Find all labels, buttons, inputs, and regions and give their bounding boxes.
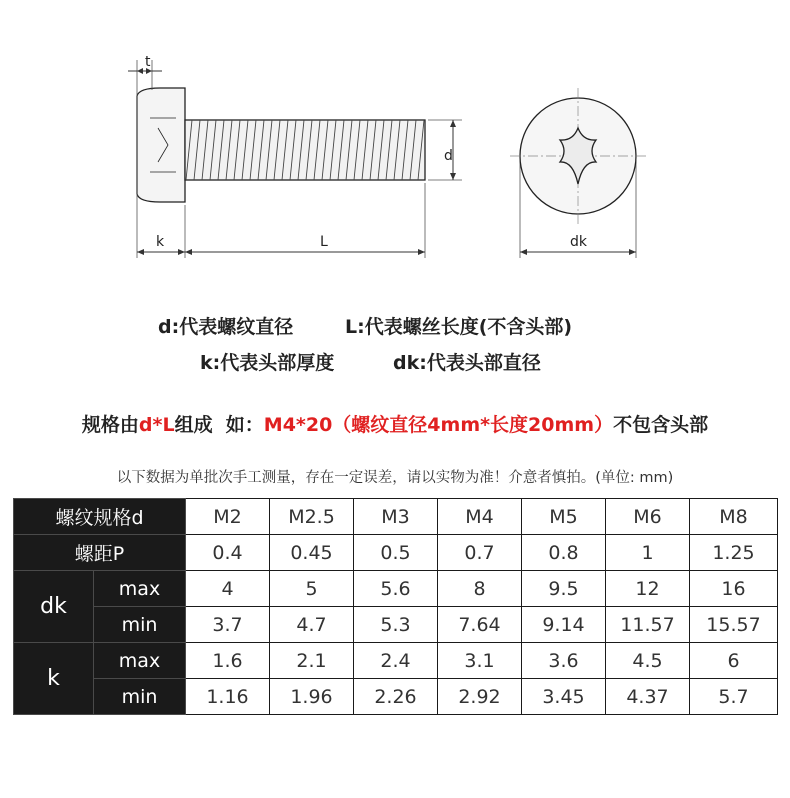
dk-max-cell: 9.5 [522,571,606,607]
table-row-size [14,499,778,535]
size-cell: M4 [438,499,522,535]
size-cell: M3 [354,499,438,535]
dk-min-cell: 5.3 [354,607,438,643]
k-min-cell: 2.26 [354,679,438,715]
spec-format [0,410,790,437]
table-row-dk-min [14,607,778,643]
dk-min-cell: 9.14 [522,607,606,643]
k-min-cell: 1.16 [186,679,270,715]
k-min-cell: 3.45 [522,679,606,715]
size-cell: M2.5 [270,499,354,535]
label-k: k [156,234,165,250]
size-cell: M5 [522,499,606,535]
pitch-cell: 0.7 [438,535,522,571]
dk-min-cell: 3.7 [186,607,270,643]
dk-min-cell: 4.7 [270,607,354,643]
spec-middle: 组成 如： [174,414,264,436]
dk-max-cell: 5 [270,571,354,607]
k-max-cell: 3.1 [438,643,522,679]
dk-max-cell: 12 [606,571,690,607]
k-max-cell: 6 [690,643,778,679]
dk-max-cell: 16 [690,571,778,607]
pitch-cell: 0.45 [270,535,354,571]
dk-max-cell: 4 [186,571,270,607]
dk-max-cell: 8 [438,571,522,607]
min-label: min [94,607,186,643]
pitch-label: 螺距P [14,535,186,571]
k-max-cell: 2.4 [354,643,438,679]
thread-label: 螺纹规格d [14,499,186,535]
legend-dk: dk:代表头部直径 [393,352,541,374]
pitch-cell: 0.5 [354,535,438,571]
dk-min-cell: 11.57 [606,607,690,643]
legend-k: k:代表头部厚度 [200,352,335,374]
k-min-cell: 1.96 [270,679,354,715]
label-dk: dk [570,234,587,250]
k-max-cell: 2.1 [270,643,354,679]
k-label: k [14,643,94,715]
screw-head-side [137,88,185,202]
label-L: L [320,234,328,250]
k-max-cell: 1.6 [186,643,270,679]
max-label: max [94,571,186,607]
spec-suffix: 不包含头部 [613,414,709,436]
pitch-cell: 1.25 [690,535,778,571]
label-d: d [444,148,453,164]
k-min-cell: 4.37 [606,679,690,715]
k-min-cell: 2.92 [438,679,522,715]
screw-drawing [0,0,790,300]
pitch-cell: 0.8 [522,535,606,571]
dk-label: dk [14,571,94,643]
table-row-dk-max [14,571,778,607]
size-cell: M6 [606,499,690,535]
pitch-cell: 0.4 [186,535,270,571]
min-label: min [94,679,186,715]
k-max-cell: 3.6 [522,643,606,679]
spec-table [13,498,778,715]
k-max-cell: 4.5 [606,643,690,679]
legend-L: L:代表螺丝长度(不含头部) [345,316,573,338]
dk-max-cell: 5.6 [354,571,438,607]
label-t: t [145,54,151,70]
max-label: max [94,643,186,679]
spec-prefix: 规格由 [81,414,139,436]
pitch-cell: 1 [606,535,690,571]
legend-d: d:代表螺纹直径 [158,316,294,338]
spec-formula: d*L [138,414,175,436]
dk-min-cell: 15.57 [690,607,778,643]
size-cell: M8 [690,499,778,535]
size-cell: M2 [186,499,270,535]
spec-example: M4*20（螺纹直径4mm*长度20mm） [263,414,614,436]
dk-min-cell: 7.64 [438,607,522,643]
measurement-note: 以下数据为单批次手工测量，存在一定误差，请以实物为准！介意者慎拍。(单位: mm) [116,470,674,486]
k-min-cell: 5.7 [690,679,778,715]
table-row-k-max [14,643,778,679]
table-row-k-min [14,679,778,715]
table-row-pitch [14,535,778,571]
